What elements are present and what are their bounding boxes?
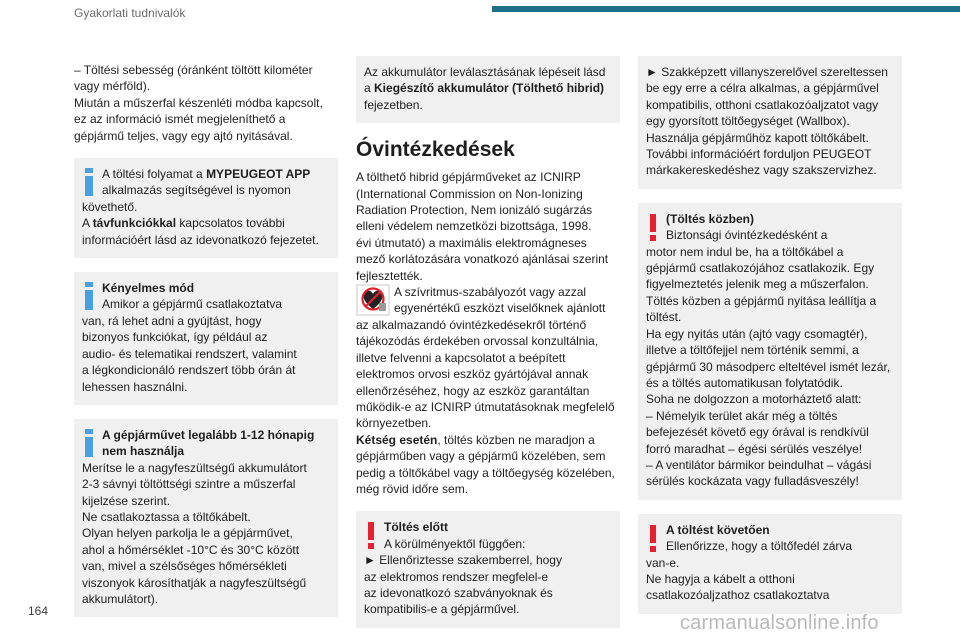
text-line: működik-e az ICNIRP útmutatásoknak megfelelő <box>356 399 615 414</box>
text-line: az idevonatkozó szabványoknak és <box>364 585 553 600</box>
text-line: motor nem indul be, ha a töltőkábel a <box>646 244 844 259</box>
pacemaker-warning-icon <box>356 284 390 316</box>
text-line: audio- és telematikai rendszert, valamint <box>82 346 297 361</box>
text-line: Ellenőrizze, hogy a töltőfedél zárva <box>666 539 853 554</box>
text-line: bizonyos funkciókat, így például az <box>82 330 268 345</box>
text-line: kijelzése szerint. <box>82 493 171 508</box>
box-title: A töltést követően <box>666 522 770 537</box>
header-title: Gyakorlati tudnivalók <box>74 6 186 20</box>
text-line: 2-3 sávnyi töltöttségi szintre a műszerfal <box>82 477 296 492</box>
text-line: márkakereskedéshez vagy szakszervizhez. <box>646 163 877 178</box>
note-box-installation <box>638 56 902 189</box>
text-line: csatlakozóaljzathoz csatlakoztatva <box>646 588 830 603</box>
column-3 <box>638 56 902 628</box>
text-line: évi útmutató) a maximális elektromágneses <box>356 235 587 250</box>
text-line: Merítse le a nagyfeszültségű akkumulátort <box>82 460 307 475</box>
text-line: egy gyorsított töltőegységet (Wallbox). <box>646 114 850 129</box>
text-line: Töltés közben a gépjármű nyitása leállítja a <box>646 293 877 308</box>
text-line: – Töltési sebesség (óránként töltött kilométer <box>74 63 313 77</box>
text-line: – A ventilátor bármikor beindulhat – vágási <box>646 457 872 472</box>
text-line: illetve felvenni a kapcsolatot a beépített <box>356 350 566 365</box>
info-icon <box>82 427 96 457</box>
text-line: A távfunkciókkal kapcsolatos további <box>82 216 285 231</box>
intro-text <box>74 62 338 144</box>
text-line: ► Ellenőriztesse szakemberrel, hogy <box>364 553 562 568</box>
text-line: Kétség esetén, töltés közben ne maradjon a <box>356 432 595 447</box>
box-title: Kényelmes mód <box>102 281 195 296</box>
column-1 <box>74 62 338 631</box>
warning-icon <box>646 522 660 552</box>
text-line: Soha ne dolgozzon a motorháztető alatt: <box>646 392 862 407</box>
text-line: Ha egy nyitás után (ajtó vagy csomagtér), <box>646 326 868 341</box>
text-line: forró maradhat – égési sérülés veszélye! <box>646 441 863 456</box>
warning-box-during-charging <box>638 203 902 500</box>
text-line: illetve a töltőfejjel nem történik semmi, a <box>646 343 859 358</box>
text-line: vagy mérföld). <box>74 79 151 94</box>
text-line: viszonyok károsíthatják a nagyfeszültségű <box>82 575 307 590</box>
text-line: Radiation Protection, Nem ionizáló sugárzás <box>356 203 593 218</box>
text-line: figyelmeztetés jelenik meg a műszerfalon. <box>646 277 869 292</box>
page-number: 164 <box>28 604 49 618</box>
pacemaker-paragraph <box>356 284 620 432</box>
text-line: fejlesztették. <box>356 268 423 283</box>
text-line: ellenőrzéséhez, hogy az eszköz garantáltan <box>356 383 590 398</box>
text-line: töltést. <box>646 310 682 325</box>
text-line: ► Szakképzett villanyszerelővel szereltessen <box>646 65 888 79</box>
text-line: van-e. <box>646 555 680 570</box>
text-line: A szívritmus-szabályozót vagy azzal <box>394 285 587 300</box>
text-line: Miután a műszerfal készenléti módba kapcsolt, <box>74 95 323 110</box>
text-line: elektromos orvosi eszköz gyártójával annak <box>356 367 589 382</box>
text-line: – Némelyik terület akár még a töltés <box>646 408 838 423</box>
note-box-battery <box>356 56 620 123</box>
section-heading: Óvintézkedések <box>356 138 515 162</box>
text-line: ez az információ ismét megjeleníthető a <box>74 112 286 127</box>
warning-icon <box>364 519 378 549</box>
text-line: az elektromos rendszer megfelel-e <box>364 569 549 584</box>
text-line: információért lásd az idevonatkozó fejezetet. <box>82 232 319 247</box>
text-line: befejezését követő egy órával is rendkívül <box>646 425 869 440</box>
text-line: az alkalmazandó óvintézkedésekről történő <box>356 317 587 332</box>
warning-box-after-charging <box>638 514 902 614</box>
text-line: követhető. <box>82 199 138 214</box>
box-title: A gépjárművet legalább 1-12 hónapig <box>102 427 315 442</box>
text-line: (International Commission on Non-Ionizing <box>356 186 583 201</box>
text-line: A körülményektől függően: <box>384 536 526 551</box>
text-line: Az akkumulátor leválasztásának lépéseit lásd <box>364 65 606 79</box>
text-line: kompatibilis, otthoni csatlakozóaljzatot vagy <box>646 97 879 112</box>
text-line: egyenértékű eszközt viselőknek ajánlott <box>394 301 606 316</box>
warning-icon <box>646 211 660 241</box>
watermark: carmanualsonline.info <box>680 612 879 634</box>
text-line: van, mivel a szélsőséges hőmérsékleti <box>82 559 287 574</box>
text-line: A töltési folyamat a MYPEUGEOT APP <box>102 167 311 182</box>
text-line: Biztonsági óvintézkedésként a <box>666 228 828 243</box>
text-line: kompatibilis-e a gépjárművel. <box>364 602 520 617</box>
text-line: Ne csatlakoztassa a töltőkábelt. <box>82 509 251 524</box>
text-line: sérülés kockázata vagy fulladásveszély! <box>646 474 859 489</box>
text-line: gépjárműben vagy a gépjármű közelében, sem <box>356 449 606 464</box>
text-line: a Kiegészítő akkumulátor (Tölthető hibrid) <box>364 81 605 96</box>
text-line: tájékozódás érdekében orvossal konzultálnia, <box>356 334 599 349</box>
text-line: gépjármű 30 másodperc elteltével ismét lezár, <box>646 359 891 374</box>
warning-box-before-charging <box>356 511 620 627</box>
text-line: lehessen használni. <box>82 379 188 394</box>
text-line: a légkondicionáló rendszert több órán át <box>82 363 296 378</box>
info-box-storage <box>74 419 338 617</box>
box-title: nem használja <box>102 444 185 459</box>
text-line: További információért forduljon PEUGEOT <box>646 147 872 162</box>
info-icon <box>82 166 96 196</box>
text-line: alkalmazás segítségével is nyomon <box>102 183 291 198</box>
info-icon <box>82 280 96 310</box>
box-title: (Töltés közben) <box>666 211 755 226</box>
info-box-mypeugeot <box>74 158 338 258</box>
text-line: környezetben. <box>356 416 432 431</box>
column-2 <box>356 56 620 640</box>
text-line: gépjármű teljes, vagy egy ajtó nyitásával. <box>74 128 293 143</box>
text-line: akkumulátort). <box>82 591 159 606</box>
text-line: pedig a töltőkábel vagy a töltőegység közelében, <box>356 465 615 480</box>
text-line: be egy erre a célra alkalmas, a gépjárművel <box>646 81 879 96</box>
text-line: elleni védelem nemzetközi bizottsága, 1998. <box>356 219 592 234</box>
text-line: A tölthető hibrid gépjárműveket az ICNIRP <box>356 170 581 185</box>
header-accent-bar <box>492 6 960 12</box>
text-line: Amikor a gépjármű csatlakoztatva <box>102 297 283 312</box>
text-line: Használja gépjárműhöz kapott töltőkábelt. <box>646 130 869 145</box>
text-line: mező korlátozására vonatkozó ajánlásai szerint <box>356 252 609 267</box>
text-line: van, rá lehet adni a gyújtást, hogy <box>82 313 262 328</box>
text-line: még rövid időre sem. <box>356 481 469 496</box>
info-box-comfort-mode <box>74 272 338 405</box>
text-line: Olyan helyen parkolja le a gépjárművet, <box>82 526 293 541</box>
text-line: Ne hagyja a kábelt a otthoni <box>646 571 795 586</box>
doubt-paragraph <box>356 432 620 498</box>
box-title: Töltés előtt <box>384 520 449 535</box>
text-line: ahol a hőmérséklet -10°C és 30°C között <box>82 542 300 557</box>
icnirp-paragraph <box>356 169 620 284</box>
text-line: gépjármű csatlakozójához csatlakozik. Egy <box>646 261 875 276</box>
text-line: és a töltés automatikusan folytatódik. <box>646 375 843 390</box>
text-line: fejezetben. <box>364 97 423 112</box>
